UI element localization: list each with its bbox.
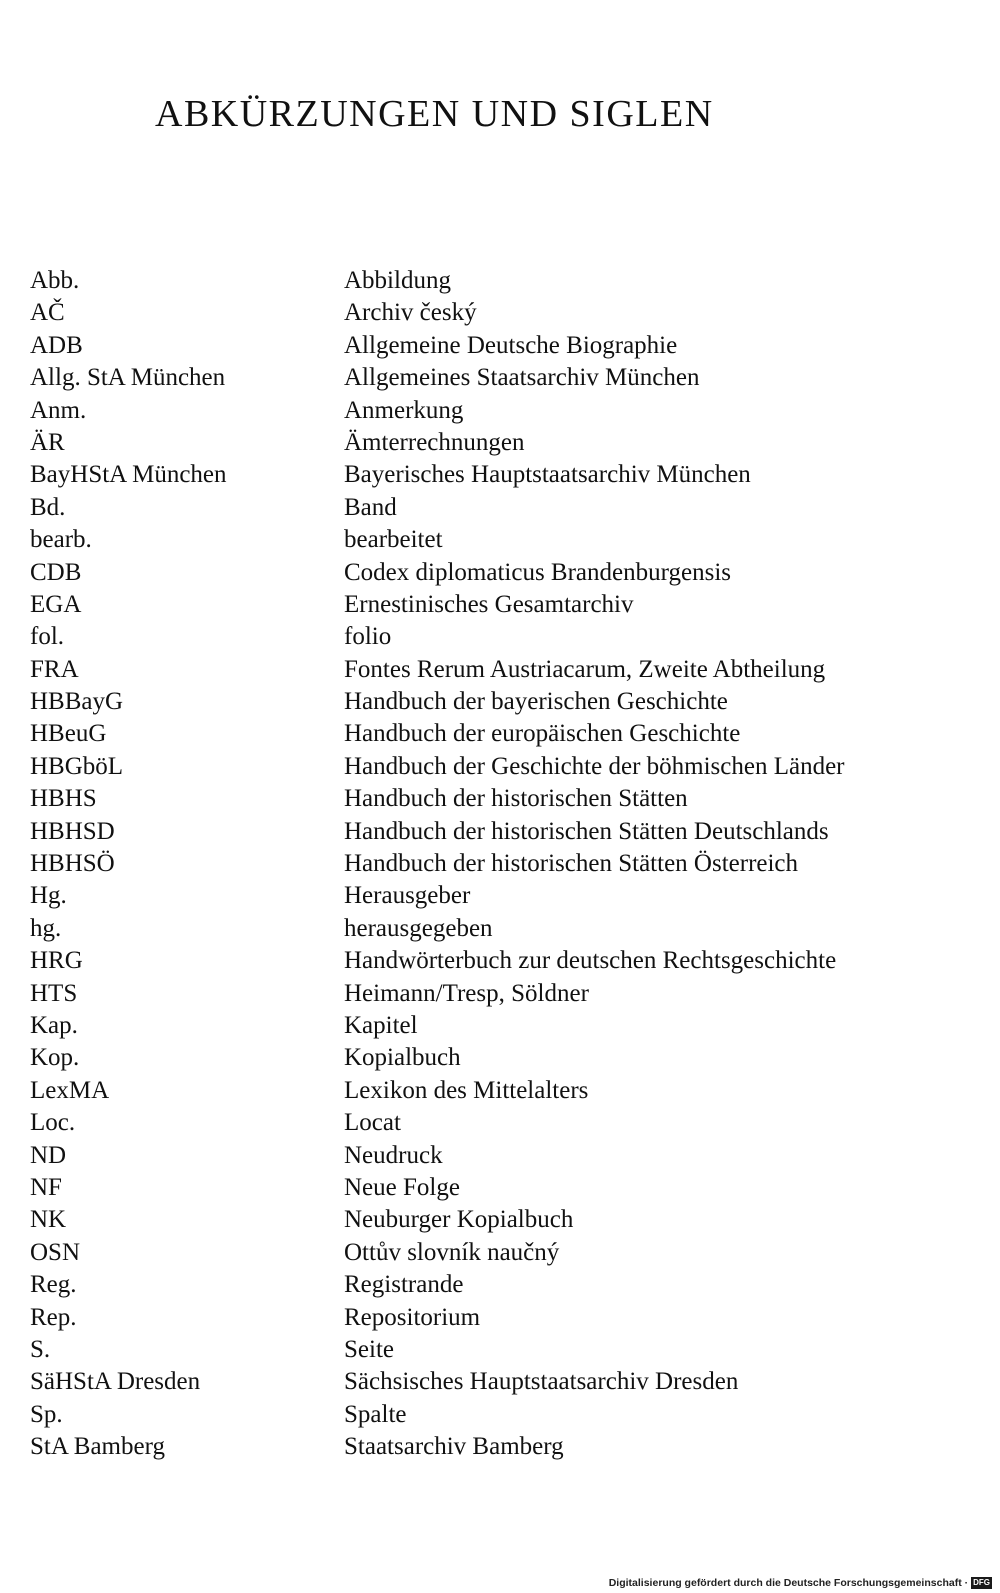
abbreviation-entry [30,524,960,556]
footer-credit [609,1577,992,1589]
abbreviation-expansion: Handbuch der historischen Stätten [344,785,688,813]
abbreviation-entry [30,265,960,297]
abbreviation-expansion: Kopialbuch [344,1044,461,1072]
abbreviation-entry [30,297,960,329]
abbreviation-expansion: Staatsarchiv Bamberg [344,1433,564,1461]
abbreviation-term: HBBayG [30,688,124,716]
abbreviation-expansion: Registrande [344,1271,464,1299]
abbreviation-expansion: Handbuch der historischen Stätten Österreich [344,850,799,878]
abbreviation-term: Kop. [30,1044,80,1072]
abbreviation-term: fol. [30,623,65,651]
abbreviation-term: hg. [30,914,62,942]
abbreviation-expansion: Seite [344,1335,394,1363]
abbreviation-term: HBGböL [30,752,124,780]
abbreviation-term: Kap. [30,1011,78,1039]
abbreviation-expansion: Neudruck [344,1141,443,1169]
abbreviation-list [30,265,960,1463]
abbreviation-entry [30,978,960,1010]
abbreviation-expansion: Ottův slovník naučný [344,1238,560,1266]
abbreviation-expansion: Fontes Rerum Austriacarum, Zweite Abtheilung [344,655,826,683]
abbreviation-entry [30,1204,960,1236]
abbreviation-term: SäHStA Dresden [30,1368,201,1396]
abbreviation-expansion: Handbuch der europäischen Geschichte [344,720,741,748]
abbreviation-term: LexMA [30,1076,110,1104]
abbreviation-expansion: Anmerkung [344,396,464,424]
abbreviation-expansion: Locat [344,1109,401,1137]
abbreviation-term: OSN [30,1238,81,1266]
abbreviation-entry [30,557,960,589]
abbreviation-term: Anm. [30,396,87,424]
abbreviation-entry [30,1269,960,1301]
abbreviation-expansion: Bayerisches Hauptstaatsarchiv München [344,461,751,489]
page-title: ABKÜRZUNGEN UND SIGLEN [155,93,714,135]
abbreviation-expansion: Allgemeine Deutsche Biographie [344,331,678,359]
abbreviation-entry [30,1399,960,1431]
abbreviation-expansion: Band [344,493,397,521]
abbreviation-entry [30,1302,960,1334]
abbreviation-expansion: Handbuch der Geschichte der böhmischen Länder [344,752,845,780]
abbreviation-term: HBHS [30,785,97,813]
abbreviation-expansion: Archiv český [344,299,477,327]
abbreviation-entry [30,1107,960,1139]
abbreviation-term: EGA [30,590,82,618]
abbreviation-term: Hg. [30,882,67,910]
abbreviation-expansion: Herausgeber [344,882,471,910]
abbreviation-expansion: Handbuch der historischen Stätten Deutschlands [344,817,829,845]
abbreviation-entry [30,427,960,459]
abbreviation-expansion: Sächsisches Hauptstaatsarchiv Dresden [344,1368,739,1396]
abbreviation-entry [30,913,960,945]
abbreviation-term: Bd. [30,493,66,521]
abbreviation-expansion: folio [344,623,392,651]
abbreviation-entry [30,362,960,394]
abbreviation-expansion: herausgegeben [344,914,493,942]
abbreviation-term: Abb. [30,267,80,294]
abbreviation-entry [30,621,960,653]
abbreviation-term: Sp. [30,1400,63,1428]
abbreviation-entry [30,1010,960,1042]
abbreviation-expansion: Repositorium [344,1303,481,1331]
abbreviation-term: HRG [30,947,83,975]
abbreviation-entry [30,783,960,815]
abbreviation-term: BayHStA München [30,461,227,489]
abbreviation-entry [30,686,960,718]
abbreviation-entry [30,1042,960,1074]
dfg-logo: DFG [973,1578,990,1587]
abbreviation-term: ADB [30,331,83,359]
abbreviation-expansion: Allgemeines Staatsarchiv München [344,364,700,392]
abbreviation-expansion: Codex diplomaticus Brandenburgensis [344,558,731,586]
abbreviation-entry [30,1366,960,1398]
abbreviation-entry [30,459,960,491]
abbreviation-entry [30,1075,960,1107]
abbreviation-term: Loc. [30,1109,76,1137]
abbreviation-expansion: Neue Folge [344,1173,460,1201]
abbreviation-entry [30,492,960,524]
abbreviation-term: HBHSÖ [30,850,115,878]
abbreviation-entry [30,1431,960,1463]
abbreviation-term: Allg. StA München [30,364,226,392]
abbreviation-term: NK [30,1206,67,1234]
abbreviation-term: StA Bamberg [30,1433,165,1461]
abbreviation-expansion: Kapitel [344,1011,418,1039]
footer-text: Digitalisierung gefördert durch die Deutsche Forschungsgemeinschaft · [608,1577,969,1589]
abbreviation-term: CDB [30,558,82,586]
abbreviation-entry [30,816,960,848]
abbreviation-term: HTS [30,979,78,1007]
abbreviation-entry [30,880,960,912]
abbreviation-expansion: bearbeitet [344,526,443,554]
abbreviation-term: FRA [30,655,79,683]
abbreviation-entry [30,945,960,977]
abbreviation-expansion: Ämterrechnungen [344,428,525,456]
abbreviation-term: S. [30,1335,51,1363]
abbreviation-term: Rep. [30,1303,77,1331]
abbreviation-term: HBeuG [30,720,107,748]
abbreviation-entry [30,589,960,621]
abbreviation-expansion: Spalte [344,1400,407,1428]
abbreviation-entry [30,848,960,880]
abbreviation-entry [30,718,960,750]
abbreviation-entry [30,330,960,362]
abbreviation-term: bearb. [30,526,92,554]
abbreviation-expansion: Neuburger Kopialbuch [344,1206,574,1234]
abbreviation-term: NF [30,1173,62,1201]
abbreviation-expansion: Lexikon des Mittelalters [344,1076,589,1104]
abbreviation-entry [30,1237,960,1269]
abbreviation-term: AČ [30,299,65,327]
abbreviation-term: ND [30,1141,67,1169]
abbreviation-entry [30,1334,960,1366]
abbreviation-entry [30,1172,960,1204]
abbreviation-entry [30,654,960,686]
abbreviation-term: ÄR [30,428,65,456]
abbreviation-term: Reg. [30,1271,77,1299]
abbreviation-entry [30,1140,960,1172]
abbreviation-term: HBHSD [30,817,115,845]
abbreviation-entry [30,751,960,783]
abbreviation-expansion: Heimann/Tresp, Söldner [344,979,589,1007]
abbreviation-expansion: Ernestinisches Gesamtarchiv [344,590,634,618]
abbreviation-expansion: Abbildung [344,267,451,294]
abbreviation-expansion: Handbuch der bayerischen Geschichte [344,688,728,716]
abbreviation-expansion: Handwörterbuch zur deutschen Rechtsgeschichte [344,947,837,975]
abbreviation-entry [30,395,960,427]
